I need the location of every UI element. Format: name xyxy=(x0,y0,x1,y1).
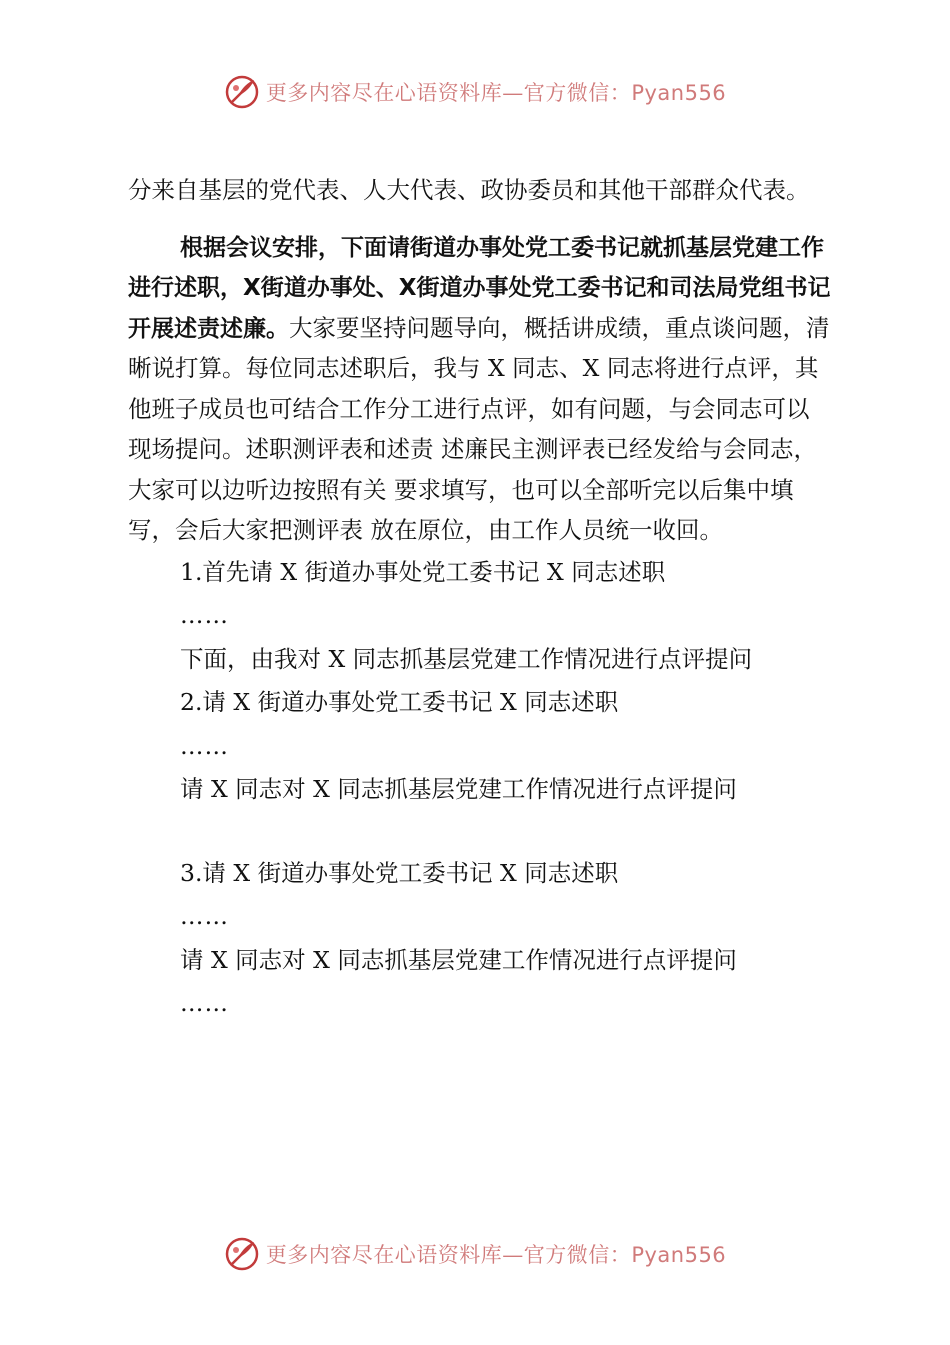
agenda-item-3: 3.请 X 街道办事处党工委书记 X 同志述职 xyxy=(180,858,619,887)
ellipsis-line: …… xyxy=(180,989,229,1017)
watermark-text: 更多内容尽在心语资料库—官方微信：Pyan556 xyxy=(265,81,727,105)
spacer xyxy=(128,812,832,852)
document-body xyxy=(128,170,832,1026)
bold-lead-text: 根据会议安排，下面请街道办事处党工委书记就抓基层党建工作进行述职，X街道办事处、X街道办事处党工委书记和司法局党组书记开展述责述廉。 xyxy=(128,234,831,342)
comment-line-3: 请 X 同志对 X 同志抓基层党建工作情况进行点评提问 xyxy=(180,945,737,974)
footer-watermark xyxy=(0,1234,950,1274)
comment-line-2: 请 X 同志对 X 同志抓基层党建工作情况进行点评提问 xyxy=(180,775,737,803)
intro-paragraph: 分来自基层的党代表、人大代表、政协委员和其他干部群众代表。 xyxy=(128,176,810,204)
watermark-text: 更多内容尽在心语资料库—官方微信：Pyan556 xyxy=(265,1243,727,1267)
quill-logo-icon xyxy=(224,1236,260,1272)
ellipsis-line: …… xyxy=(180,731,229,760)
ellipsis-line: …… xyxy=(180,902,229,930)
quill-logo-icon xyxy=(224,74,260,110)
header-watermark xyxy=(0,72,950,112)
agenda-item-1: 1.首先请 X 街道办事处党工委书记 X 同志述职 xyxy=(180,557,666,586)
agenda-item-2: 2.请 X 街道办事处党工委书记 X 同志述职 xyxy=(180,688,619,716)
main-paragraph xyxy=(128,227,832,551)
ellipsis-line: …… xyxy=(180,601,229,629)
comment-line-1: 下面，由我对 X 同志抓基层党建工作情况进行点评提问 xyxy=(180,644,753,673)
paragraph-rest-text: 大家要坚持问题导向，概括讲成绩，重点谈问题，清晰说打算。每位同志述职后，我与 X 同志、X 同志将进行点评，其他班子成员也可结合工作分工进行点评，如有问题，与会同志可以现场提问。述职测评表和述责 述廉民主测评表已经发给与会同志，大家可以边听边按照有关 要求填写，也可以全部听完以后集中填写，会后大家把测评表 放在原位，由工作人员统一收回。 xyxy=(128,313,830,544)
